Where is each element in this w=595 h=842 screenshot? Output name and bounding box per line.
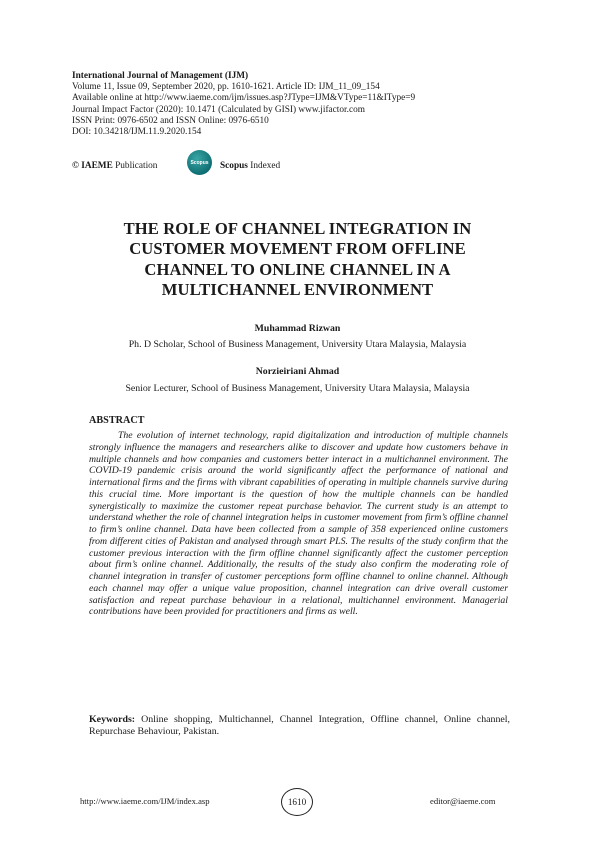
keywords-text: Online shopping, Multichannel, Channel Integration, Offline channel, Online channel, Repurchase Behaviour, Pakistan.	[89, 714, 510, 738]
journal-name: International Journal of Management (IJM)	[72, 71, 249, 81]
indexed-suffix: Indexed	[247, 161, 281, 171]
publisher-suffix: Publication	[112, 161, 158, 171]
page-footer	[0, 788, 595, 818]
footer-email-link[interactable]: editor@iaeme.com	[430, 796, 496, 806]
title-line-4: MULTICHANNEL ENVIRONMENT	[161, 279, 434, 299]
publisher-row	[72, 150, 532, 180]
paper-title	[60, 219, 535, 300]
keywords-label: Keywords:	[89, 714, 136, 725]
scopus-logo-icon	[187, 150, 212, 175]
abstract-text: The evolution of internet technology, rapid digitalization and introduction of multiple channels strongly influence the managers and researchers alike to discover and update how customers behave in multiple channels and how companies and customers better interact in a multichannel environment. The COVID-19 pandemic crisis around the world significantly affect the performance of national and international firms and the firms with vibrant capabilities of operating in multiple channels survive during this crucial time. More important is the question of how the multiple channels can be handled synergistically to maximize the customer repeat purchase behavior. The current study is an attempt to understand whether the role of channel integration helps in customer movement from firm’s offline channel to firm’s online channel. Data have been collected from a sample of 358 experienced online customers from different cities of Pakistan and analysed through smart PLS. The results of the study confirm that the customer previous interaction with the firm offline channel significantly affect the customer perception about firm’s online channel. Additionally, the results of the study also confirm the moderating role of channel integration in transfer of customer perceptions form offline channel to online channel. Although each channel may offer a unique value proposition, channel integration can drive overall customer satisfaction and repeat purchase behaviour in a relational, multichannel environment. Managerial contributions have been provided for practitioners and firms as well.	[89, 430, 508, 618]
available-online-line: Available online at http://www.iaeme.com/ijm/issues.asp?JType=IJM&VType=11&IType=9	[72, 93, 416, 104]
author-name-1: Muhammad Rizwan	[254, 323, 341, 334]
volume-issue-line: Volume 11, Issue 09, September 2020, pp. 1610-1621. Article ID: IJM_11_09_154	[72, 82, 380, 93]
title-line-3: CHANNEL TO ONLINE CHANNEL IN A	[144, 259, 451, 279]
title-line-1: THE ROLE OF CHANNEL INTEGRATION IN	[123, 219, 472, 238]
author-affiliation-2: Senior Lecturer, School of Business Management, University Utara Malaysia, Malaysia	[125, 383, 470, 394]
indexed-bold: Scopus	[220, 161, 248, 171]
indexed-label	[220, 161, 280, 171]
doi-line: DOI: 10.34218/IJM.11.9.2020.154	[72, 127, 202, 138]
publisher-label	[72, 161, 157, 171]
author-name-2: Norzieiriani Ahmad	[255, 366, 340, 377]
scopus-logo-text: Scopus	[190, 159, 209, 166]
impact-factor-line: Journal Impact Factor (2020): 10.1471 (Calculated by GISI) www.jifactor.com	[72, 104, 365, 115]
title-line-2: CUSTOMER MOVEMENT FROM OFFLINE	[129, 239, 466, 259]
publisher-name: © IAEME	[72, 161, 113, 171]
abstract-heading: ABSTRACT	[89, 415, 145, 426]
issn-line: ISSN Print: 0976-6502 and ISSN Online: 0976-6510	[72, 115, 269, 126]
footer-url-link[interactable]: http://www.iaeme.com/IJM/index.asp	[80, 796, 210, 806]
keywords	[89, 714, 510, 738]
page-number: 1610	[281, 788, 313, 816]
journal-header	[72, 71, 415, 138]
author-affiliation-1: Ph. D Scholar, School of Business Management, University Utara Malaysia, Malaysia	[128, 339, 467, 350]
